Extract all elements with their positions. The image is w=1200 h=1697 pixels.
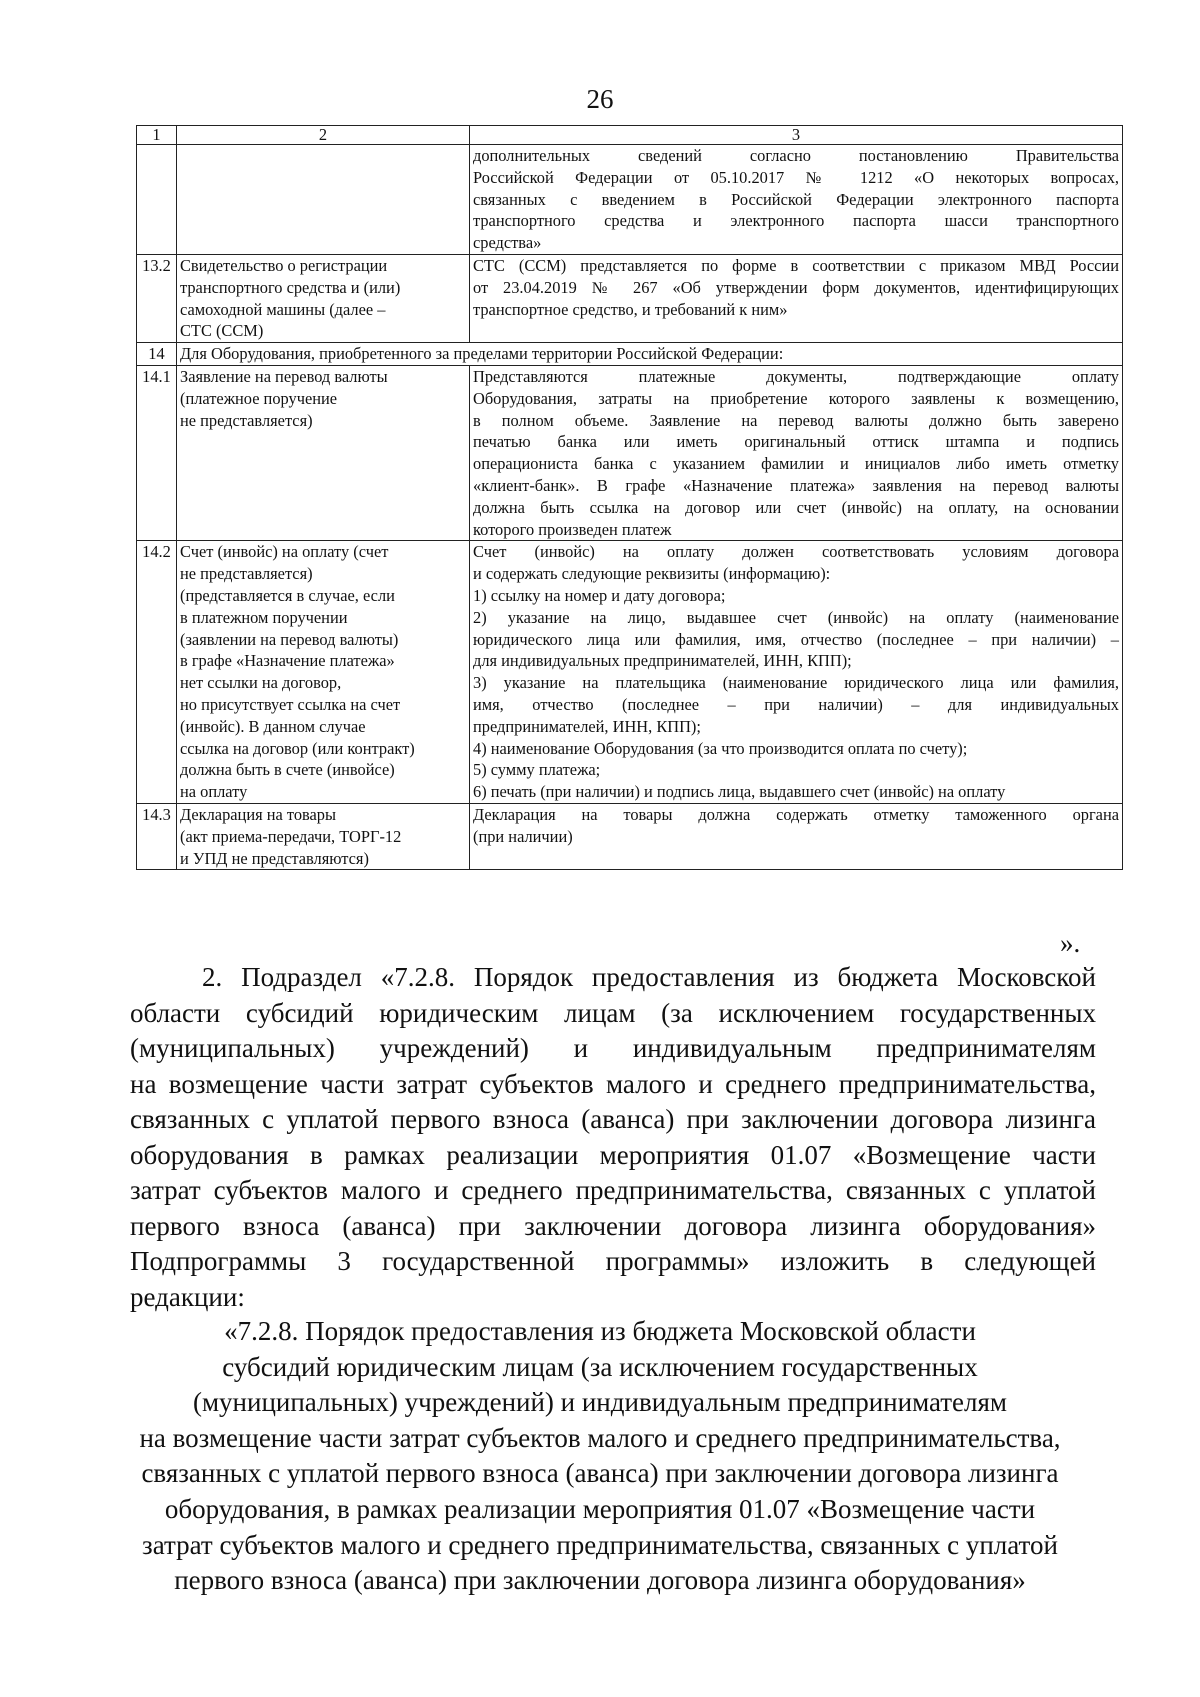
requirements-line: Счет (инвойс) на оплату должен соответствовать условиям договора xyxy=(473,542,1119,562)
requirements-line: СТС (ССМ) представляется по форме в соответствии с приказом МВД России xyxy=(473,255,1119,275)
requirements-cell xyxy=(470,803,1123,869)
document-name-line: Счет (инвойс) на оплату (счет xyxy=(180,542,389,562)
row-number: 14.1 xyxy=(137,365,177,540)
paragraph-line: на возмещение части затрат субъектов малого и среднего предпринимательства, xyxy=(130,1068,1096,1099)
heading-line: на возмещение части затрат субъектов малого и среднего предпринимательства, xyxy=(139,1422,1061,1453)
document-name-line: на оплату xyxy=(180,782,248,802)
document-name-line: но присутствует ссылка на счет xyxy=(180,694,401,714)
document-name-line: (заявлении на перевод валюты) xyxy=(180,629,399,649)
requirements-cell xyxy=(470,145,1123,255)
requirements-line: юридического лица или фамилия, имя, отчество (последнее – при наличии) – xyxy=(473,629,1119,649)
paragraph-line: редакции: xyxy=(130,1281,245,1312)
requirements-line: должна быть ссылка на договор или счет (инвойс) на оплату, на основании xyxy=(473,497,1119,517)
requirements-line: 2) указание на лицо, выдавшее счет (инвойс) на оплату (наименование xyxy=(473,607,1119,627)
document-name-cell xyxy=(177,254,470,342)
table-row xyxy=(137,803,1123,869)
row-number xyxy=(137,145,177,255)
heading-line: (муниципальных) учреждений) и индивидуальным предпринимателям xyxy=(192,1387,1008,1418)
requirements-line: от 23.04.2019 № 267 «Об утверждении форм документов, идентифицирующих xyxy=(473,277,1119,297)
paragraph-line: оборудования в рамках реализации мероприятия 01.07 «Возмещение части xyxy=(130,1139,1096,1170)
requirements-line: предпринимателей, ИНН, КПП); xyxy=(473,716,701,736)
document-name-line: должна быть в счете (инвойсе) xyxy=(180,760,395,780)
requirements-line: средства» xyxy=(473,233,542,253)
requirements-line: транспортное средство, и требований к ним» xyxy=(473,299,788,319)
document-name-line: (платежное поручение xyxy=(180,388,338,408)
document-name-line: Декларация на товары xyxy=(180,804,337,824)
document-name-cell xyxy=(177,803,470,869)
heading-line: «7.2.8. Порядок предоставления из бюджета Московской области xyxy=(224,1316,976,1346)
requirements-line: связанных с введением в Российской Федерации электронного паспорта xyxy=(473,189,1119,209)
table-row xyxy=(137,365,1123,540)
requirements-line: дополнительных сведений согласно постановлению Правительства xyxy=(473,146,1119,165)
requirements-cell xyxy=(470,541,1123,804)
requirements-cell xyxy=(470,365,1123,540)
paragraph-line: затрат субъектов малого и среднего предпринимательства, связанных с уплатой xyxy=(130,1175,1096,1205)
document-name-line: и УПД не представляются) xyxy=(180,848,369,868)
section-row-text: Для Оборудования, приобретенного за пределами территории Российской Федерации: xyxy=(177,343,1123,366)
document-name-line: не представляется) xyxy=(180,564,313,584)
requirements-line: 4) наименование Оборудования (за что производится оплата по счету); xyxy=(473,738,968,758)
document-name-cell xyxy=(177,365,470,540)
requirements-line: 5) сумму платежа; xyxy=(473,760,601,780)
paragraph-line: первого взноса (аванса) при заключении договора лизинга оборудования» xyxy=(130,1210,1096,1241)
document-name-line: в графе «Назначение платежа» xyxy=(180,651,395,671)
document-name-line: в платежном поручении xyxy=(180,607,348,627)
table-row xyxy=(137,145,1123,255)
document-name-line: СТС (ССМ) xyxy=(180,321,264,341)
requirements-line: печатью банка или иметь оригинальный оттиск штампа и подпись xyxy=(473,432,1119,452)
document-table xyxy=(136,125,1123,870)
requirements-line: имя, отчество (последнее – при наличии) – для индивидуальных xyxy=(473,694,1119,714)
table-row xyxy=(137,254,1123,342)
document-name-line: (представляется в случае, если xyxy=(180,585,395,605)
table-header-cell: 1 xyxy=(137,126,177,145)
requirements-line: для индивидуальных предпринимателей, ИНН, КПП); xyxy=(473,651,852,671)
table-header-cell: 3 xyxy=(470,126,1123,145)
row-number: 14 xyxy=(137,343,177,366)
requirements-line: «клиент-банк». В графе «Назначение платежа» заявления на перевод валюты xyxy=(473,475,1119,495)
document-name-line: не представляется) xyxy=(180,410,313,430)
heading-line: первого взноса (аванса) при заключении договора лизинга оборудования» xyxy=(174,1565,1026,1596)
document-name-line: самоходной машины (далее – xyxy=(180,299,386,319)
requirements-line: 6) печать (при наличии) и подпись лица, выдавшего счет (инвойс) на оплату xyxy=(473,782,1006,802)
heading-line: затрат субъектов малого и среднего предпринимательства, связанных с уплатой xyxy=(142,1529,1058,1560)
requirements-line: Российской Федерации от 05.10.2017 № 1212 «О некоторых вопросах, xyxy=(473,167,1119,187)
requirements-line: и содержать следующие реквизиты (информацию): xyxy=(473,564,831,584)
heading-line: связанных с уплатой первого взноса (аванса) при заключении договора лизинга xyxy=(141,1458,1059,1489)
document-name-line: (инвойс). В данном случае xyxy=(180,716,366,736)
requirements-line: операциониста банка с указанием фамилии и инициалов либо иметь отметку xyxy=(473,454,1119,474)
requirements-line: Представляются платежные документы, подтверждающие оплату xyxy=(473,366,1119,386)
paragraph-line: (муниципальных) учреждений) и индивидуальным предпринимателям xyxy=(130,1033,1096,1063)
requirements-line: 3) указание на плательщика (наименование юридического лица или фамилия, xyxy=(473,673,1119,693)
document-name-line: (акт приема-передачи, ТОРГ-12 xyxy=(180,826,402,846)
requirements-line: которого произведен платеж xyxy=(473,519,672,539)
paragraph-line: связанных с уплатой первого взноса (аванса) при заключении договора лизинга xyxy=(130,1104,1096,1134)
table-header-row xyxy=(137,126,1123,145)
requirements-cell xyxy=(470,254,1123,342)
paragraph-line: 2. Подраздел «7.2.8. Порядок предоставления из бюджета Московской xyxy=(202,962,1096,992)
table-row xyxy=(137,541,1123,804)
requirements-line: транспортного средства и электронного паспорта шасси транспортного xyxy=(473,211,1119,231)
section-heading xyxy=(100,1314,1100,1599)
paragraph-line: области субсидий юридическим лицам (за исключением государственных xyxy=(130,997,1096,1028)
heading-line: оборудования, в рамках реализации мероприятия 01.07 «Возмещение части xyxy=(164,1493,1036,1524)
document-name-line: Заявление на перевод валюты xyxy=(180,366,388,386)
row-number: 14.3 xyxy=(137,803,177,869)
page-number: 26 xyxy=(586,84,614,114)
heading-line: субсидий юридическим лицам (за исключением государственных xyxy=(222,1351,978,1382)
requirements-line: Оборудования, затраты на приобретение которого заявлены к возмещению, xyxy=(473,388,1119,408)
closing-quote: ». xyxy=(1060,928,1081,958)
requirements-line: (при наличии) xyxy=(473,826,573,846)
document-name-cell xyxy=(177,541,470,804)
row-number: 14.2 xyxy=(137,541,177,804)
document-name-line: транспортного средства и (или) xyxy=(180,277,401,297)
document-name-line: ссылка на договор (или контракт) xyxy=(180,738,415,758)
paragraph-line: Подпрограммы 3 государственной программы» изложить в следующей xyxy=(130,1246,1096,1276)
table-header-cell: 2 xyxy=(177,126,470,145)
requirements-line: Декларация на товары должна содержать отметку таможенного органа xyxy=(473,804,1119,824)
row-number: 13.2 xyxy=(137,254,177,342)
document-name-cell xyxy=(177,145,470,255)
document-name-line: нет ссылки на договор, xyxy=(180,673,342,693)
document-name-line: Свидетельство о регистрации xyxy=(180,255,388,275)
amendment-paragraph xyxy=(130,960,1096,1315)
table-row xyxy=(137,343,1123,366)
requirements-line: 1) ссылку на номер и дату договора; xyxy=(473,585,726,605)
requirements-line: в полном объеме. Заявление на перевод валюты должно быть заверено xyxy=(473,410,1119,430)
